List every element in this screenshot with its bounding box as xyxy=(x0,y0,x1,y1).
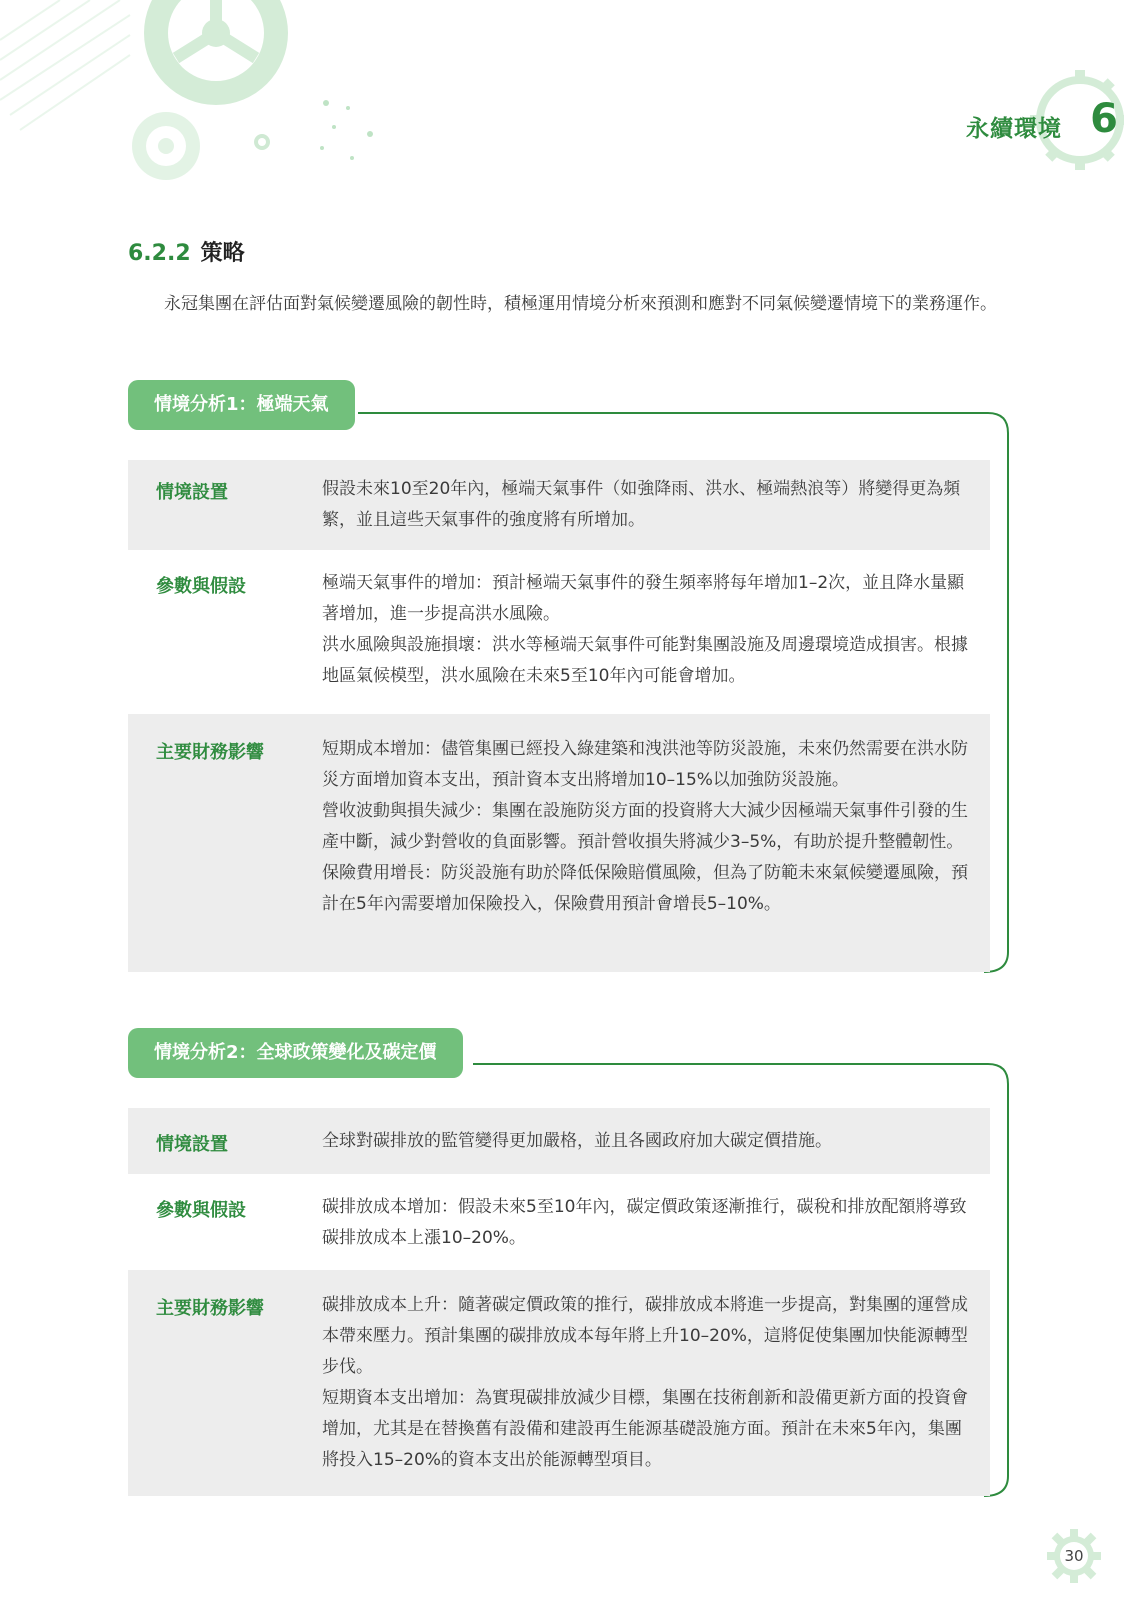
scenario-tag: 情境分析2：全球政策變化及碳定價 xyxy=(128,1028,463,1078)
scenario-row-assumptions xyxy=(128,1174,990,1270)
row-paragraph: 洪水風險與設施損壞：洪水等極端天氣事件可能對集團設施及周邊環境造成損害。根據地區氣候模型，洪水風險在未來5至10年內可能會增加。 xyxy=(322,635,968,686)
row-label: 情境設置 xyxy=(156,1134,228,1155)
row-content xyxy=(322,474,968,536)
row-label: 參數與假設 xyxy=(156,576,246,597)
row-paragraph: 短期資本支出增加：為實現碳排放減少目標，集團在技術創新和設備更新方面的投資會增加，尤其是在替換舊有設備和建設再生能源基礎設施方面。預計在未來5年內，集團將投入15–20%的資本支出於能源轉型項目。 xyxy=(322,1388,968,1470)
row-paragraph: 假設未來10至20年內，極端天氣事件（如強降雨、洪水、極端熱浪等）將變得更為頻繁，並且這些天氣事件的強度將有所增加。 xyxy=(322,479,961,530)
section-title: 策略 xyxy=(200,241,245,266)
row-content xyxy=(322,568,968,692)
gear-decoration xyxy=(0,0,400,210)
scenario-row-setting xyxy=(128,460,990,550)
row-label: 主要財務影響 xyxy=(156,1298,264,1319)
scenario-tag: 情境分析1：極端天氣 xyxy=(128,380,355,430)
row-content xyxy=(322,1126,968,1157)
page-number-badge xyxy=(1046,1528,1102,1584)
chapter-number: 6 xyxy=(1090,96,1118,142)
row-label: 情境設置 xyxy=(156,482,228,503)
row-content xyxy=(322,1290,968,1476)
row-paragraph: 碳排放成本增加：假設未來5至10年內，碳定價政策逐漸推行，碳稅和排放配額將導致碳排放成本上漲10–20%。 xyxy=(322,1197,967,1248)
scenario-block-1 xyxy=(128,380,1034,980)
scenario-row-financial-impact xyxy=(128,1270,990,1496)
row-paragraph: 營收波動與損失減少：集團在設施防災方面的投資將大大減少因極端天氣事件引發的生產中斷，減少對營收的負面影響。預計營收損失將減少3–5%，有助於提升整體韌性。 xyxy=(322,801,968,852)
intro-paragraph: 永冠集團在評估面對氣候變遷風險的韌性時，積極運用情境分析來預測和應對不同氣候變遷情境下的業務運作。 xyxy=(164,294,997,314)
row-paragraph: 短期成本增加：儘管集團已經投入綠建築和洩洪池等防災設施，未來仍然需要在洪水防災方面增加資本支出，預計資本支出將增加10–15%以加強防災設施。 xyxy=(322,739,968,790)
row-paragraph: 全球對碳排放的監管變得更加嚴格，並且各國政府加大碳定價措施。 xyxy=(322,1131,832,1151)
row-paragraph: 保險費用增長：防災設施有助於降低保險賠償風險，但為了防範未來氣候變遷風險，預計在5年內需要增加保險投入，保險費用預計會增長5–10%。 xyxy=(322,863,968,914)
scenario-row-financial-impact xyxy=(128,714,990,972)
row-content xyxy=(322,1192,968,1254)
section-number: 6.2.2 xyxy=(128,241,191,266)
row-content xyxy=(322,734,968,920)
row-label: 主要財務影響 xyxy=(156,742,264,763)
row-paragraph: 極端天氣事件的增加：預計極端天氣事件的發生頻率將每年增加1–2次，並且降水量顯著增加，進一步提高洪水風險。 xyxy=(322,573,965,624)
scenario-block-2 xyxy=(128,1028,1034,1508)
page-number: 30 xyxy=(1064,1547,1084,1565)
scenario-row-setting xyxy=(128,1108,990,1174)
row-label: 參數與假設 xyxy=(156,1200,246,1221)
row-paragraph: 碳排放成本上升：隨著碳定價政策的推行，碳排放成本將進一步提高，對集團的運營成本帶來壓力。預計集團的碳排放成本每年將上升10–20%，這將促使集團加快能源轉型步伐。 xyxy=(322,1295,968,1377)
chapter-title: 永續環境 xyxy=(966,116,1062,142)
scenario-row-assumptions xyxy=(128,550,990,714)
section-heading xyxy=(128,236,245,267)
